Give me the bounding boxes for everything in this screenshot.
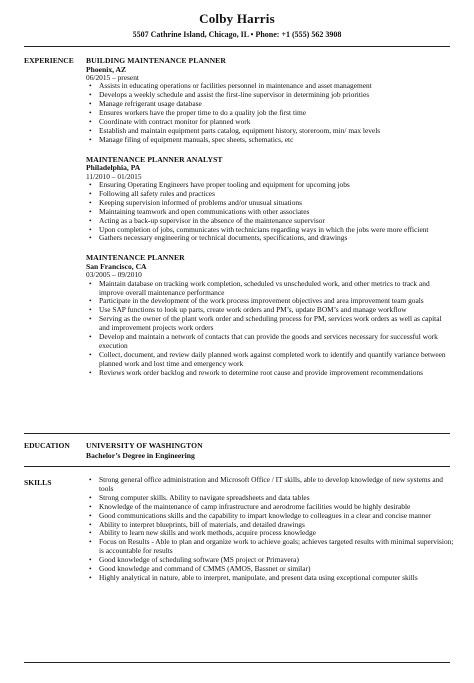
bullet-text: Establish and maintain equipment parts catalog, equipment history, storeroom, min/ max levels bbox=[99, 125, 381, 135]
experience-divider bbox=[24, 433, 450, 434]
bullet-item bbox=[86, 369, 454, 378]
bullet-icon: • bbox=[89, 332, 92, 342]
bullet-text: Collect, document, and review daily planned work against completed work to identify and quantify variance between planned work and lost time and emergency work bbox=[99, 349, 446, 368]
bullet-icon: • bbox=[89, 278, 92, 288]
job-bullets bbox=[86, 82, 454, 144]
bullet-icon: • bbox=[89, 224, 92, 234]
bullet-text: Manage filing of equipment manuals, spec sheets, schematics, etc bbox=[99, 134, 294, 144]
bullet-text: Participate in the development of the work process improvement objectives and area improvement team goals bbox=[99, 296, 424, 306]
job-location: San Francisco, CA bbox=[86, 261, 147, 271]
bullet-icon: • bbox=[89, 90, 92, 100]
skill-item bbox=[86, 538, 454, 556]
bullet-icon: • bbox=[89, 537, 92, 547]
bullet-icon: • bbox=[89, 116, 92, 126]
bullet-item bbox=[86, 234, 454, 243]
job-entry bbox=[86, 253, 454, 377]
bullet-icon: • bbox=[89, 188, 92, 198]
bullet-text: Maintaining teamwork and open communications with other associates bbox=[99, 206, 310, 216]
bullet-icon: • bbox=[89, 215, 92, 225]
skill-text: Highly analytical in nature, able to interpret, manipulate, and present data using exceptional computer skills bbox=[99, 572, 418, 582]
bullet-icon: • bbox=[89, 179, 92, 189]
bullet-icon: • bbox=[89, 125, 92, 135]
bullet-text: Manage refrigerant usage database bbox=[99, 99, 202, 109]
education-degree: Bachelor’s Degree in Engineering bbox=[86, 450, 195, 460]
job-title: BUILDING MAINTENANCE PLANNER bbox=[86, 56, 226, 65]
bullet-text: Develop and maintain a network of contacts that can provide the goods and services necessary for successful work execution bbox=[99, 332, 438, 350]
bullet-icon: • bbox=[89, 314, 92, 324]
bullet-icon: • bbox=[89, 233, 92, 243]
contact-line: 5507 Cathrine Island, Chicago, IL • Phone: +1 (555) 562 3908 bbox=[132, 30, 342, 39]
bullet-text: Upon completion of jobs, communicates with technicians regarding ways in which the jobs were more efficient bbox=[99, 224, 429, 234]
bullet-icon: • bbox=[89, 367, 92, 377]
job-location: Philadelphia, PA bbox=[86, 163, 141, 173]
bullet-icon: • bbox=[89, 510, 92, 520]
job-title: MAINTENANCE PLANNER ANALYST bbox=[86, 154, 223, 164]
bullet-text: Acting as a back-up supervisor in the absence of the maintenance supervisor bbox=[99, 215, 325, 225]
bullet-icon: • bbox=[89, 492, 92, 502]
skill-text: Focus on Results - Able to plan and organize work to achieve goals; achieves targeted results with minimal supervision; is accountable for results bbox=[99, 537, 454, 556]
bullet-icon: • bbox=[89, 108, 92, 118]
skill-text: Good knowledge and command of CMMS (AMOS, Bassnet or similar) bbox=[99, 564, 311, 574]
skill-item bbox=[86, 476, 454, 494]
header-divider bbox=[24, 46, 450, 47]
bullet-icon: • bbox=[89, 99, 92, 109]
job-bullets bbox=[86, 181, 454, 243]
skill-text: Ability to interpret blueprints, bill of materials, and detailed drawings bbox=[99, 519, 305, 529]
skills-heading: SKILLS bbox=[24, 478, 52, 487]
bullet-text: Develops a weekly schedule and assist the first-line supervisor in determining job priorities bbox=[99, 90, 370, 100]
bullet-text: Keeping supervision informed of problems and/or unusual situations bbox=[99, 197, 303, 207]
bullet-text: Serving as the owner of the plant work order and scheduling process for PM, services work orders as well as capital and improvement projects work orders bbox=[99, 314, 442, 333]
skills-list bbox=[86, 476, 454, 583]
bullet-text: Ensures workers have the proper time to do a quality job the first time bbox=[99, 108, 307, 118]
bullet-text: Gathers necessary engineering or technical documents, specifications, and drawings bbox=[99, 233, 348, 243]
experience-heading: EXPERIENCE bbox=[24, 56, 74, 65]
experience-list bbox=[86, 56, 454, 378]
candidate-name: Colby Harris bbox=[199, 11, 275, 26]
bullet-icon: • bbox=[89, 572, 92, 582]
skills-list-wrap bbox=[86, 476, 454, 583]
bullet-item bbox=[86, 136, 454, 145]
skill-text: Strong general office administration and Microsoft Office / IT skills, able to develop knowledge of new systems and tools bbox=[99, 475, 443, 493]
bullet-item bbox=[86, 351, 454, 369]
skill-text: Strong computer skills. Ability to navigate spreadsheets and data tables bbox=[99, 492, 310, 502]
bullet-item bbox=[86, 315, 454, 333]
skill-text: Good communications skills and the capability to impart knowledge to colleagues in a clear and concise manner bbox=[99, 510, 432, 520]
bullet-item bbox=[86, 280, 454, 298]
bullet-icon: • bbox=[89, 134, 92, 144]
education-heading: EDUCATION bbox=[24, 441, 70, 450]
bullet-icon: • bbox=[89, 519, 92, 529]
bullet-text: Coordinate with contract monitor for planned work bbox=[99, 116, 251, 126]
skill-text: Knowledge of the maintenance of camp infrastructure and aerodrome facilities would be highly desirable bbox=[99, 501, 411, 511]
job-dates: 11/2010 – 01/2015 bbox=[86, 171, 142, 181]
job-bullets bbox=[86, 280, 454, 378]
bullet-text: Following all safety rules and practices bbox=[99, 188, 215, 198]
bullet-text: Assists in educating operations or facilities personnel in maintenance and asset management bbox=[99, 81, 372, 91]
job-dates: 06/2015 – present bbox=[86, 72, 139, 82]
bullet-icon: • bbox=[89, 197, 92, 207]
education-entry bbox=[86, 441, 454, 460]
skill-text: Ability to learn new skills and work methods, acquire process knowledge bbox=[99, 528, 316, 538]
bullet-text: Reviews work order backlog and rework to determine root cause and provide improvement recommendations bbox=[99, 367, 424, 377]
bullet-text: Maintain database on tracking work completion, scheduled vs unscheduled work, and other metrics to track and improve overall maintenance performance bbox=[99, 278, 430, 297]
job-dates: 03/2005 – 09/2010 bbox=[86, 270, 142, 280]
bullet-icon: • bbox=[89, 81, 92, 91]
job-entry bbox=[86, 155, 454, 244]
bullet-icon: • bbox=[89, 475, 92, 484]
bullet-icon: • bbox=[89, 528, 92, 538]
bullet-icon: • bbox=[89, 206, 92, 216]
education-divider bbox=[24, 466, 450, 467]
bullet-item bbox=[86, 333, 454, 351]
bullet-icon: • bbox=[89, 296, 92, 306]
bullet-text: Ensuring Operating Engineers have proper tooling and equipment for upcoming jobs bbox=[99, 179, 350, 189]
skill-item bbox=[86, 574, 454, 583]
bullet-icon: • bbox=[89, 305, 92, 315]
bullet-icon: • bbox=[89, 555, 92, 565]
education-school: UNIVERSITY OF WASHINGTON bbox=[86, 441, 203, 450]
bullet-text: Use SAP functions to look up parts, create work orders and PM’s, update BOM’s and manage workflow bbox=[99, 305, 407, 315]
bullet-icon: • bbox=[89, 564, 92, 574]
job-location: Phoenix, AZ bbox=[86, 64, 127, 74]
skill-text: Good knowledge of scheduling software (MS project or Primavera) bbox=[99, 555, 299, 565]
job-entry bbox=[86, 56, 454, 145]
job-title: MAINTENANCE PLANNER bbox=[86, 253, 185, 263]
footer-divider bbox=[24, 662, 450, 663]
bullet-icon: • bbox=[89, 349, 92, 359]
bullet-icon: • bbox=[89, 501, 92, 511]
